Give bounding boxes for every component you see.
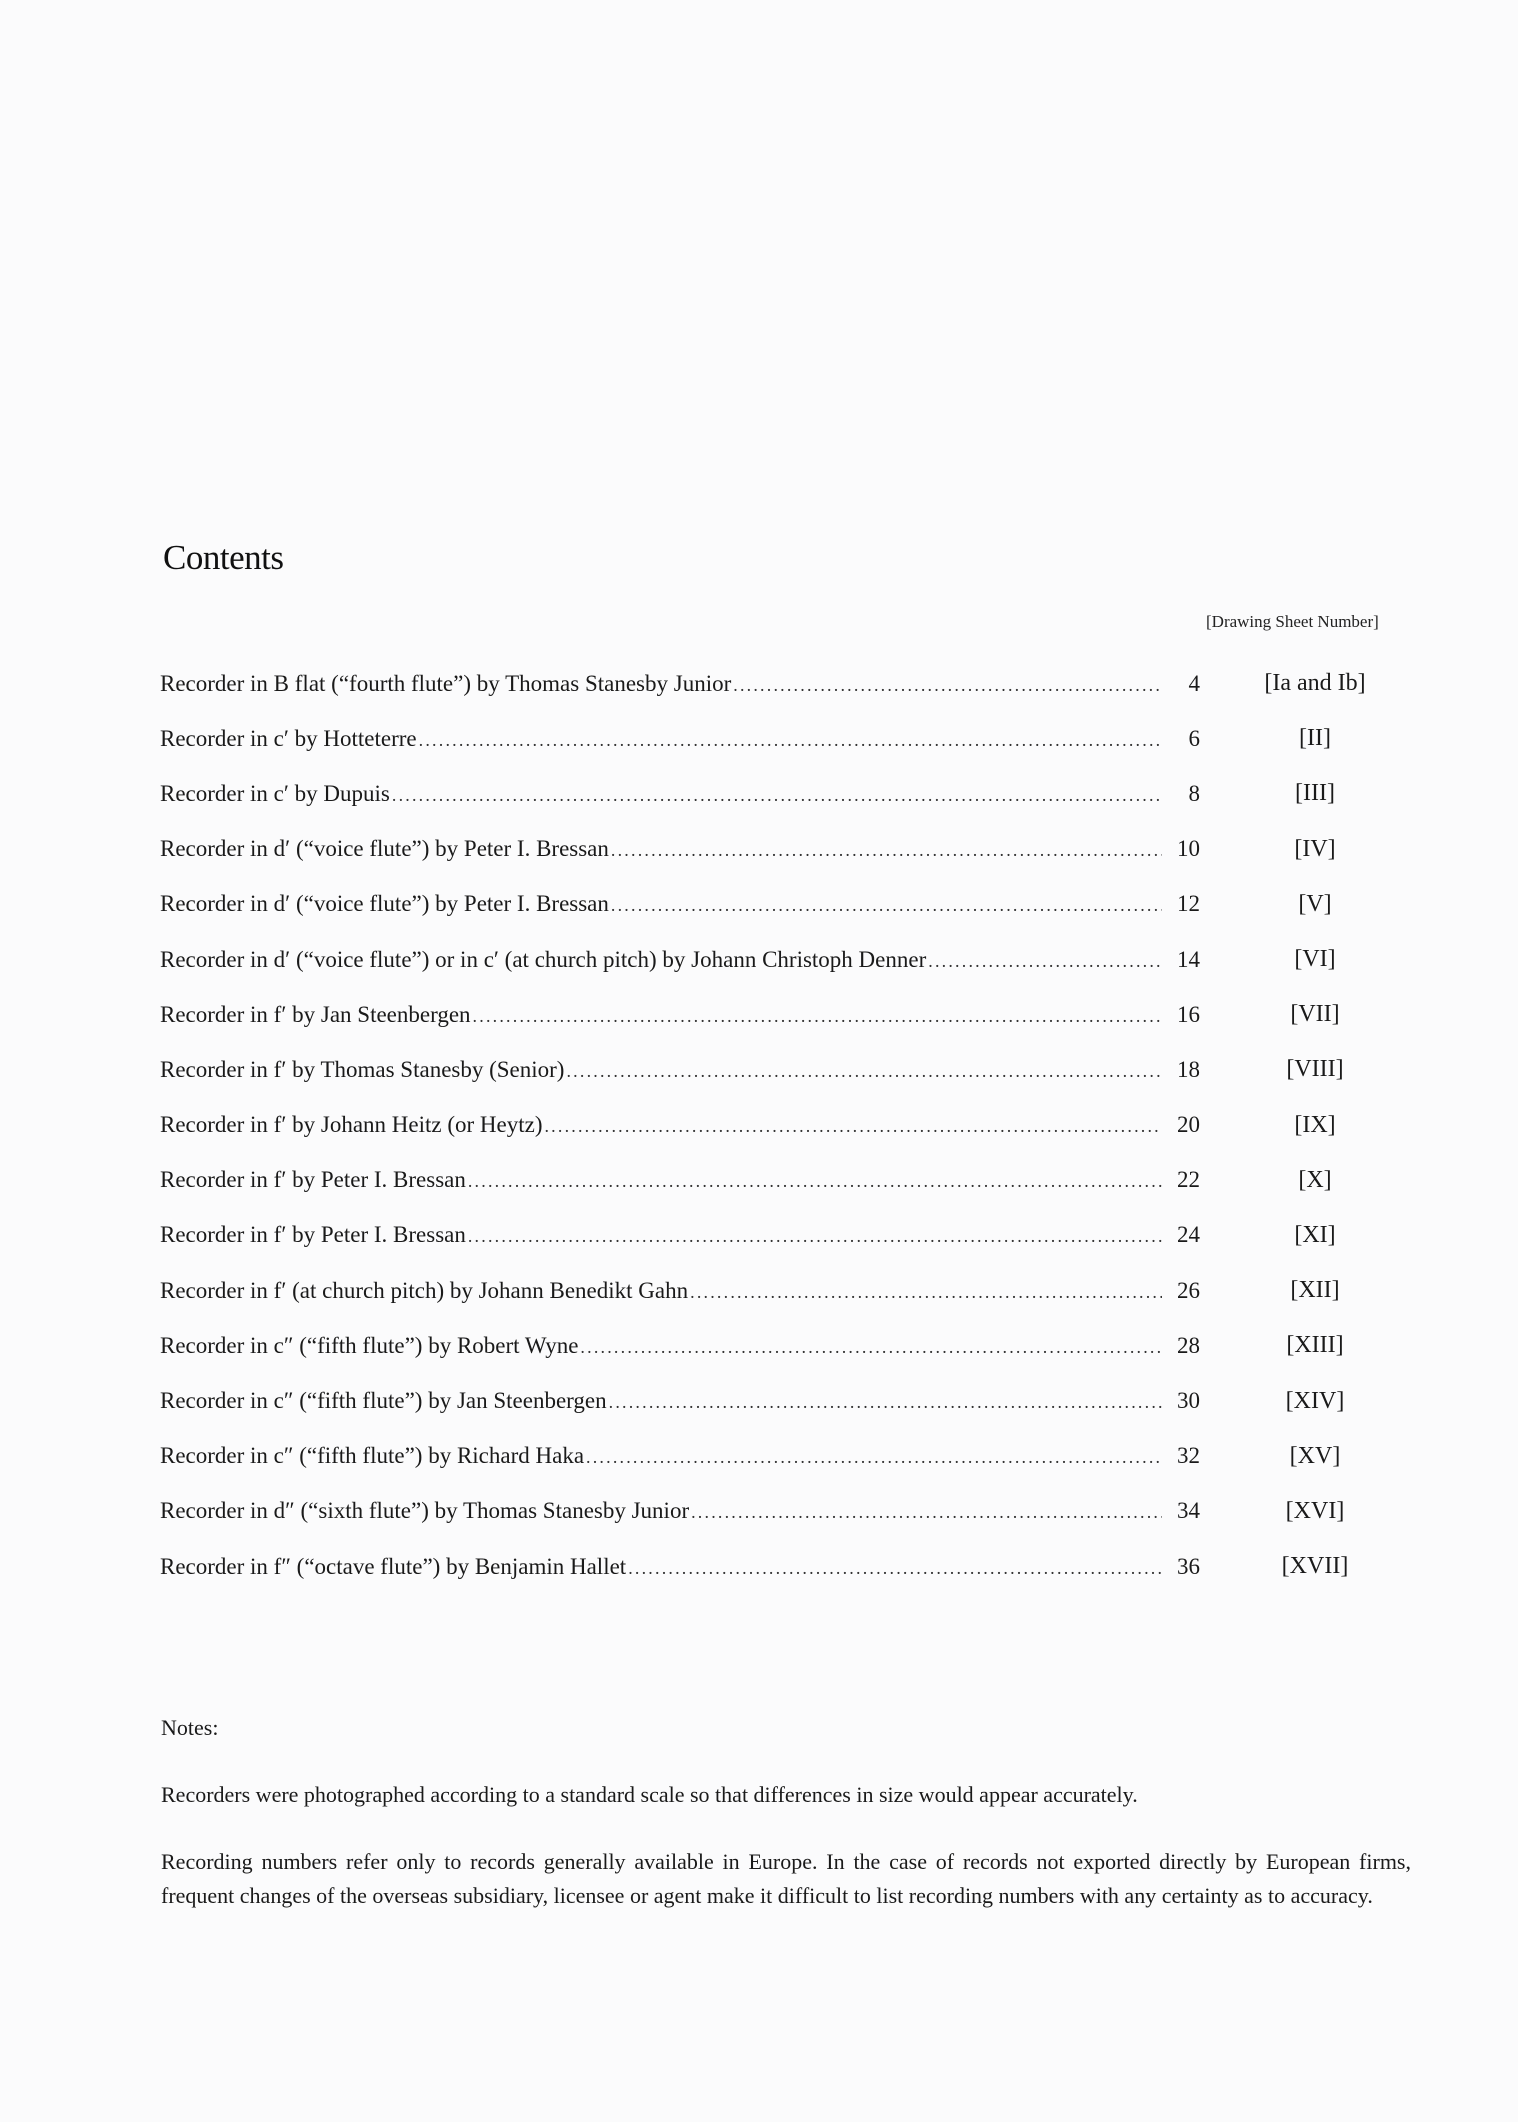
- toc-sheet-number: [XV]: [1289, 1442, 1341, 1469]
- toc-page-number: 18: [1177, 1056, 1200, 1082]
- toc-page-number: 16: [1177, 1001, 1200, 1027]
- toc-entry: [160, 1057, 1200, 1083]
- toc-row: [160, 711, 1420, 766]
- toc-entry: [160, 781, 1200, 807]
- notes-section: [161, 1711, 1411, 1946]
- toc-entry: [160, 1333, 1200, 1359]
- toc-entry-title: Recorder in d″ (“sixth flute”) by Thomas Stanesby Junior: [160, 1498, 690, 1524]
- toc-sheet-number: [VI]: [1294, 946, 1336, 973]
- toc-sheet-number: [VIII]: [1286, 1056, 1344, 1083]
- dot-leader: [473, 1006, 1162, 1027]
- toc-row: [160, 1539, 1420, 1594]
- notes-paragraph: Recorders were photographed according to a standard scale so that differences in size would appear accurately.: [161, 1782, 1138, 1807]
- toc-entry-title: Recorder in f′ by Jan Steenbergen: [160, 1001, 471, 1027]
- toc-entry: [160, 671, 1200, 697]
- dot-leader: [611, 840, 1162, 861]
- toc-page-number: 8: [1188, 780, 1200, 806]
- toc-entry-title: Recorder in d′ (“voice flute”) by Peter I. Bressan: [160, 836, 609, 862]
- toc-entry-title: Recorder in f′ by Peter I. Bressan: [160, 1222, 466, 1248]
- toc-page-number: 32: [1177, 1443, 1200, 1469]
- dot-leader: [733, 675, 1162, 696]
- toc-page-number: 36: [1177, 1553, 1200, 1579]
- toc-page-number: 34: [1177, 1498, 1200, 1524]
- dot-leader: [468, 1226, 1162, 1247]
- toc-row: [160, 766, 1420, 821]
- toc-entry-title: Recorder in f′ (at church pitch) by Johann Benedikt Gahn: [160, 1277, 689, 1303]
- dot-leader: [628, 1558, 1162, 1579]
- toc-entry-title: Recorder in c′ by Hotteterre: [160, 725, 417, 751]
- toc-entry: [160, 836, 1200, 862]
- toc-entry: [160, 1554, 1200, 1580]
- toc-row: [160, 1318, 1420, 1373]
- toc-page-number: 26: [1177, 1277, 1200, 1303]
- toc-row: [160, 1429, 1420, 1484]
- toc-entry: [160, 1443, 1200, 1469]
- dot-leader: [419, 730, 1162, 751]
- toc-entry: [160, 1388, 1200, 1414]
- toc-row: [160, 1373, 1420, 1428]
- toc-entry-title: Recorder in f″ (“octave flute”) by Benjamin Hallet: [160, 1553, 627, 1579]
- toc-row: [160, 1153, 1420, 1208]
- toc-entry: [160, 891, 1200, 917]
- toc-entry-title: Recorder in B flat (“fourth flute”) by Thomas Stanesby Junior: [160, 670, 732, 696]
- dot-leader: [566, 1061, 1162, 1082]
- dot-leader: [586, 1447, 1162, 1468]
- toc-row: [160, 1484, 1420, 1539]
- dot-leader: [690, 1282, 1162, 1303]
- toc-sheet-number: [II]: [1299, 725, 1331, 752]
- dot-leader: [609, 1392, 1162, 1413]
- toc-sheet-number: [III]: [1295, 780, 1335, 807]
- toc-row: [160, 1208, 1420, 1263]
- toc-page-number: 12: [1177, 891, 1200, 917]
- toc-page-number: 14: [1177, 946, 1200, 972]
- toc-sheet-number: [Ia and Ib]: [1264, 670, 1366, 697]
- toc-row: [160, 1098, 1420, 1153]
- toc-page-number: 10: [1177, 836, 1200, 862]
- toc-entry: [160, 726, 1200, 752]
- dot-leader: [928, 951, 1162, 972]
- notes-heading: Notes:: [161, 1715, 219, 1740]
- toc-page-number: 20: [1177, 1112, 1200, 1138]
- drawing-sheet-column-header: [Drawing Sheet Number]: [1206, 612, 1379, 631]
- toc-row: [160, 987, 1420, 1042]
- toc-sheet-number: [X]: [1298, 1166, 1332, 1193]
- dot-leader: [611, 895, 1162, 916]
- toc-entry-title: Recorder in c″ (“fifth flute”) by Robert Wyne: [160, 1332, 579, 1358]
- toc-page-number: 22: [1177, 1167, 1200, 1193]
- toc-sheet-number: [XII]: [1290, 1277, 1340, 1304]
- toc-sheet-number: [IX]: [1294, 1111, 1336, 1138]
- toc-sheet-number: [XVII]: [1281, 1553, 1349, 1580]
- toc-sheet-number: [XIV]: [1285, 1387, 1345, 1414]
- dot-leader: [580, 1337, 1162, 1358]
- toc-entry: [160, 1498, 1200, 1524]
- toc-sheet-number: [XIII]: [1286, 1332, 1344, 1359]
- toc-sheet-number: [XVI]: [1285, 1497, 1345, 1524]
- toc-sheet-number: [XI]: [1294, 1221, 1336, 1248]
- toc-entry: [160, 1222, 1200, 1248]
- toc-entry-title: Recorder in f′ by Johann Heitz (or Heytz): [160, 1112, 543, 1138]
- toc-page-number: 24: [1177, 1222, 1200, 1248]
- toc-sheet-number: [IV]: [1294, 835, 1336, 862]
- toc-entry-title: Recorder in d′ (“voice flute”) by Peter I. Bressan: [160, 891, 609, 917]
- toc-entry-title: Recorder in c′ by Dupuis: [160, 780, 390, 806]
- toc-entry: [160, 1278, 1200, 1304]
- toc-entry: [160, 1112, 1200, 1138]
- dot-leader: [544, 1116, 1162, 1137]
- toc-row: [160, 932, 1420, 987]
- toc-sheet-number: [V]: [1298, 890, 1332, 917]
- notes-paragraph: Recording numbers refer only to records generally available in Europe. In the case of records not exported directly by European firms, frequent changes of the overseas subsidiary, licensee or agent make it difficult to list recording numbers with any certainty as to accuracy.: [161, 1849, 1411, 1908]
- toc-entry-title: Recorder in c″ (“fifth flute”) by Jan Steenbergen: [160, 1388, 607, 1414]
- dot-leader: [392, 785, 1162, 806]
- toc-row: [160, 1042, 1420, 1097]
- dot-leader: [468, 1171, 1162, 1192]
- toc-entry-title: Recorder in f′ by Peter I. Bressan: [160, 1167, 466, 1193]
- toc-entry-title: Recorder in f′ by Thomas Stanesby (Senior): [160, 1056, 565, 1082]
- toc-entry-title: Recorder in c″ (“fifth flute”) by Richard Haka: [160, 1443, 585, 1469]
- toc-entry: [160, 1167, 1200, 1193]
- toc-sheet-number: [VII]: [1290, 1001, 1340, 1028]
- toc-row: [160, 822, 1420, 877]
- toc-row: [160, 1263, 1420, 1318]
- toc-page-number: 30: [1177, 1388, 1200, 1414]
- toc-page-number: 28: [1177, 1332, 1200, 1358]
- toc-row: [160, 877, 1420, 932]
- toc-entry-title: Recorder in d′ (“voice flute”) or in c′ (at church pitch) by Johann Christoph Denner: [160, 946, 927, 972]
- toc-row: [160, 656, 1420, 711]
- toc-page-number: 6: [1188, 725, 1200, 751]
- toc-page-number: 4: [1188, 670, 1200, 696]
- page-title: Contents: [163, 538, 284, 577]
- dot-leader: [691, 1502, 1162, 1523]
- table-of-contents: [160, 656, 1420, 1594]
- toc-entry: [160, 1002, 1200, 1028]
- toc-entry: [160, 947, 1200, 973]
